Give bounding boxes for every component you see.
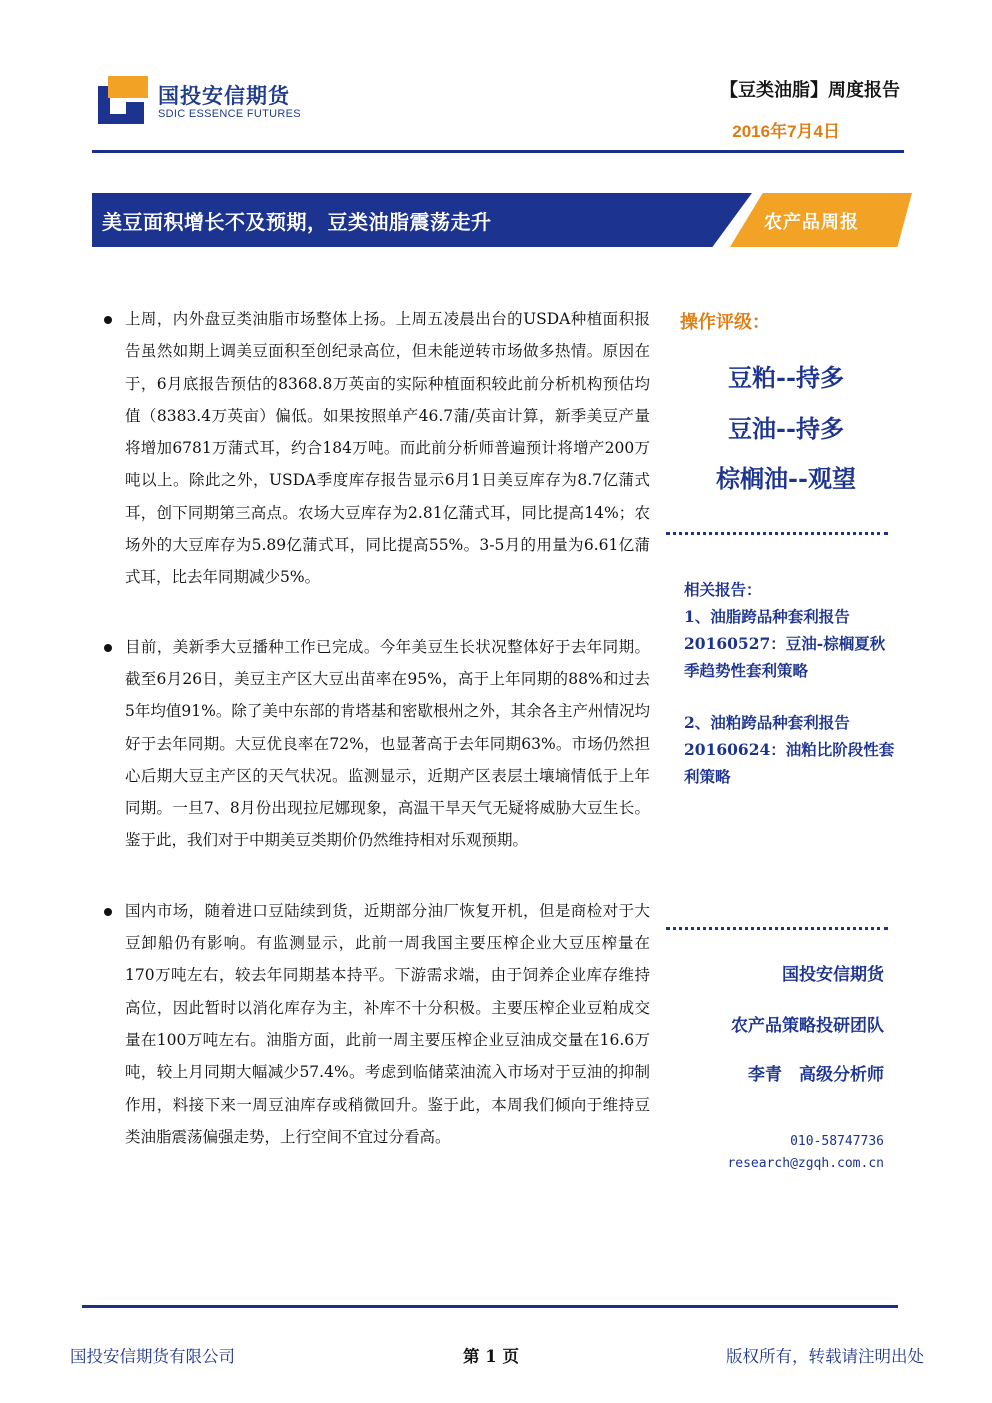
report-title: 美豆面积增长不及预期，豆类油脂震荡走升 bbox=[102, 210, 492, 234]
related-reports-title: 相关报告： bbox=[684, 580, 762, 599]
bullet-icon bbox=[104, 316, 112, 324]
logo-chinese-name: 国投安信期货 bbox=[158, 84, 290, 108]
related-report-link[interactable]: 2、油粕跨品种套利报告20160624：油粕比阶段性套利策略 bbox=[684, 713, 895, 786]
paragraph-text: 上周，内外盘豆类油脂市场整体上扬。上周五凌晨出台的USDA种植面积报告虽然如期上调美豆面积至创纪录高位，但未能逆转市场做多热情。原因在于，6月底报告预估的8368.8万英亩的实际种植面积较此前分析机构预估均值（8383.4万英亩）偏低。如果按照单产46.7蒲/英亩计算，新季美豆产量将增加6781万蒲式耳，约合184万吨。而此前分析师普遍预计将增产200万吨以上。除此之外，USDA季度库存报告显示6月1日美豆库存为8.7亿蒲式耳，创下同期第三高点。农场大豆库存为2.81亿蒲式耳，同比提高14%；农场外的大豆库存为5.89亿蒲式耳，同比提高55%。3-5月的用量为6.61亿蒲式耳，比去年同期减少5%。 bbox=[125, 310, 650, 587]
contact-team: 农产品策略投研团队 bbox=[731, 1016, 884, 1035]
dotted-divider bbox=[666, 927, 888, 930]
footer-divider bbox=[82, 1305, 898, 1308]
contact-email[interactable]: research@zgqh.com.cn bbox=[727, 1156, 884, 1171]
company-logo bbox=[98, 72, 301, 128]
paragraph bbox=[104, 303, 650, 594]
report-date: 2016年7月4日 bbox=[732, 122, 840, 141]
rating-label: 操作评级： bbox=[680, 312, 770, 333]
dotted-divider bbox=[666, 532, 888, 535]
report-category-tag: 农产品周报 bbox=[764, 212, 859, 233]
main-content bbox=[104, 303, 650, 1153]
title-banner bbox=[92, 193, 912, 247]
bullet-icon bbox=[104, 644, 112, 652]
report-type: 【豆类油脂】周度报告 bbox=[720, 80, 900, 101]
rating-soymeal: 豆粕--持多 bbox=[728, 363, 844, 392]
paragraph-text: 国内市场，随着进口豆陆续到货，近期部分油厂恢复开机，但是商检对于大豆卸船仍有影响。有监测显示，此前一周我国主要压榨企业大豆压榨量在170万吨左右，较去年同期基本持平。下游需求端，由于饲养企业库存维持高位，因此暂时以消化库存为主，补库不十分积极。主要压榨企业豆粕成交量在100万吨左右。油脂方面，此前一周主要压榨企业豆油成交量在16.6万吨，较上月同期大幅减少57.4%。考虑到临储菜油流入市场对于豆油的抑制作用，料接下来一周豆油库存或稍微回升。鉴于此，本周我们倾向于维持豆类油脂震荡偏强走势，上行空间不宜过分看高。 bbox=[125, 901, 650, 1146]
rating-soyoil: 豆油--持多 bbox=[728, 414, 844, 443]
footer-company: 国投安信期货有限公司 bbox=[70, 1347, 235, 1366]
related-report-link[interactable]: 1、油脂跨品种套利报告20160527：豆油-棕榈夏秋季趋势性套利策略 bbox=[684, 607, 886, 680]
paragraph-text: 目前，美新季大豆播种工作已完成。今年美豆生长状况整体好于去年同期。截至6月26日，美豆主产区大豆出苗率在95%，高于上年同期的88%和过去5年均值91%。除了美中东部的肯塔基和密歇根州之外，其余各主产州情况均好于去年同期。大豆优良率在72%，也显著高于去年同期63%。市场仍然担心后期大豆主产区的天气状况。监测显示，近期产区表层土壤墒情低于上年同期。一旦7、8月份出现拉尼娜现象，高温干旱天气无疑将威胁大豆生长。鉴于此，我们对于中期美豆类期价仍然维持相对乐观预期。 bbox=[125, 637, 650, 850]
contact-phone: 010-58747736 bbox=[790, 1134, 884, 1149]
contact-analyst: 李青 高级分析师 bbox=[748, 1065, 884, 1084]
bullet-icon bbox=[104, 908, 112, 916]
header-divider bbox=[92, 150, 904, 153]
contact-company: 国投安信期货 bbox=[782, 965, 884, 984]
paragraph bbox=[104, 631, 650, 857]
footer-copyright: 版权所有，转载请注明出处 bbox=[726, 1347, 924, 1366]
logo-english-name: SDIC ESSENCE FUTURES bbox=[158, 108, 301, 120]
rating-palmoil: 棕榈油--观望 bbox=[716, 464, 856, 493]
sdic-logo-icon bbox=[98, 76, 148, 126]
paragraph bbox=[104, 895, 650, 1153]
page-number: 第 1 页 bbox=[463, 1347, 519, 1366]
